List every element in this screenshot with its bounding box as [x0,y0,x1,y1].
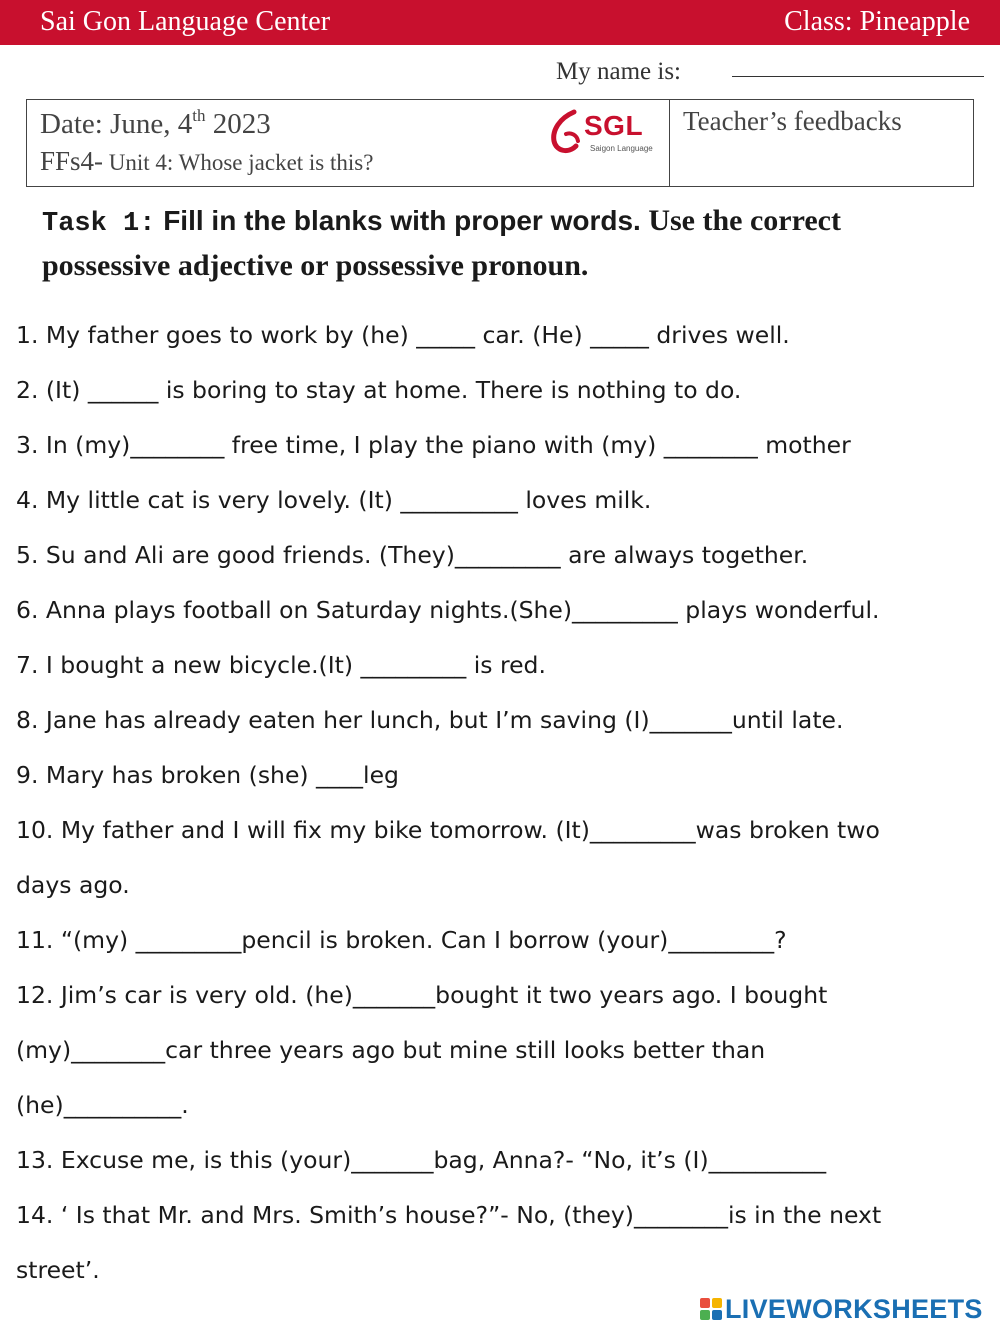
liveworksheets-brand: LIVEWORKSHEETS [725,1294,983,1324]
date-year: 2023 [205,108,271,140]
question-line: 6. Anna plays football on Saturday nights.(She)_________ plays wonderful. [16,596,880,624]
task-label: Task 1: [42,209,156,239]
date-prefix: Date: June, 4 [40,108,193,140]
task-instruction [42,200,962,287]
question-line: 7. I bought a new bicycle.(It) _________ is red. [16,651,546,679]
task-instruction-part2: Use the correct possessive adjective or possessive pronoun. [42,204,841,282]
unit-line [40,146,373,177]
sgl-logo-icon [546,108,586,158]
question-line: 14. ‘ Is that Mr. and Mrs. Smith’s house?”- No, (they)________is in the next [16,1201,882,1229]
question-line: (he)__________. [16,1091,189,1119]
question-line: 3. In (my)________ free time, I play the piano with (my) ________ mother [16,431,851,459]
question-line: 1. My father goes to work by (he) _____ car. (He) _____ drives well. [16,321,790,349]
question-line: street’. [16,1256,100,1284]
unit-title: Unit 4: Whose jacket is this? [103,150,374,175]
logo-subtext: Saigon Language [590,144,653,153]
question-line: (my)________car three years ago but mine still looks better than [16,1036,766,1064]
unit-code: FFs4- [40,146,104,176]
sgl-logo [546,106,666,164]
question-line: 9. Mary has broken (she) ____leg [16,761,399,789]
question-line: 2. (It) ______ is boring to stay at home. There is nothing to do. [16,376,742,404]
feedback-label: Teacher’s feedbacks [683,106,902,136]
header-banner [0,0,1000,45]
question-line: days ago. [16,871,130,899]
question-line: 5. Su and Ali are good friends. (They)_________ are always together. [16,541,809,569]
name-field[interactable] [732,76,984,77]
info-box [26,99,974,187]
logo-text: SGL [584,110,644,141]
question-line: 4. My little cat is very lovely. (It) __________ loves milk. [16,486,652,514]
date-suffix: th [192,106,206,125]
question-line: 11. “(my) _________pencil is broken. Can I borrow (your)_________? [16,926,787,954]
question-line: 10. My father and I will fix my bike tomorrow. (It)_________was broken two [16,816,880,844]
class-label: Class: Pineapple [784,6,970,37]
liveworksheets-footer [700,1294,996,1326]
question-line: 13. Excuse me, is this (your)_______bag, Anna?- “No, it’s (I)__________ [16,1146,827,1174]
question-line: 8. Jane has already eaten her lunch, but I’m saving (I)_______until late. [16,706,844,734]
box-divider [669,100,670,186]
liveworksheets-icon [700,1298,722,1320]
question-line: 12. Jim’s car is very old. (he)_______bought it two years ago. I bought [16,981,828,1009]
name-prompt: My name is: [556,58,681,85]
task-instruction-part1: Fill in the blanks with proper words. [155,205,641,236]
school-name: Sai Gon Language Center [40,6,331,37]
date-line [40,106,271,141]
